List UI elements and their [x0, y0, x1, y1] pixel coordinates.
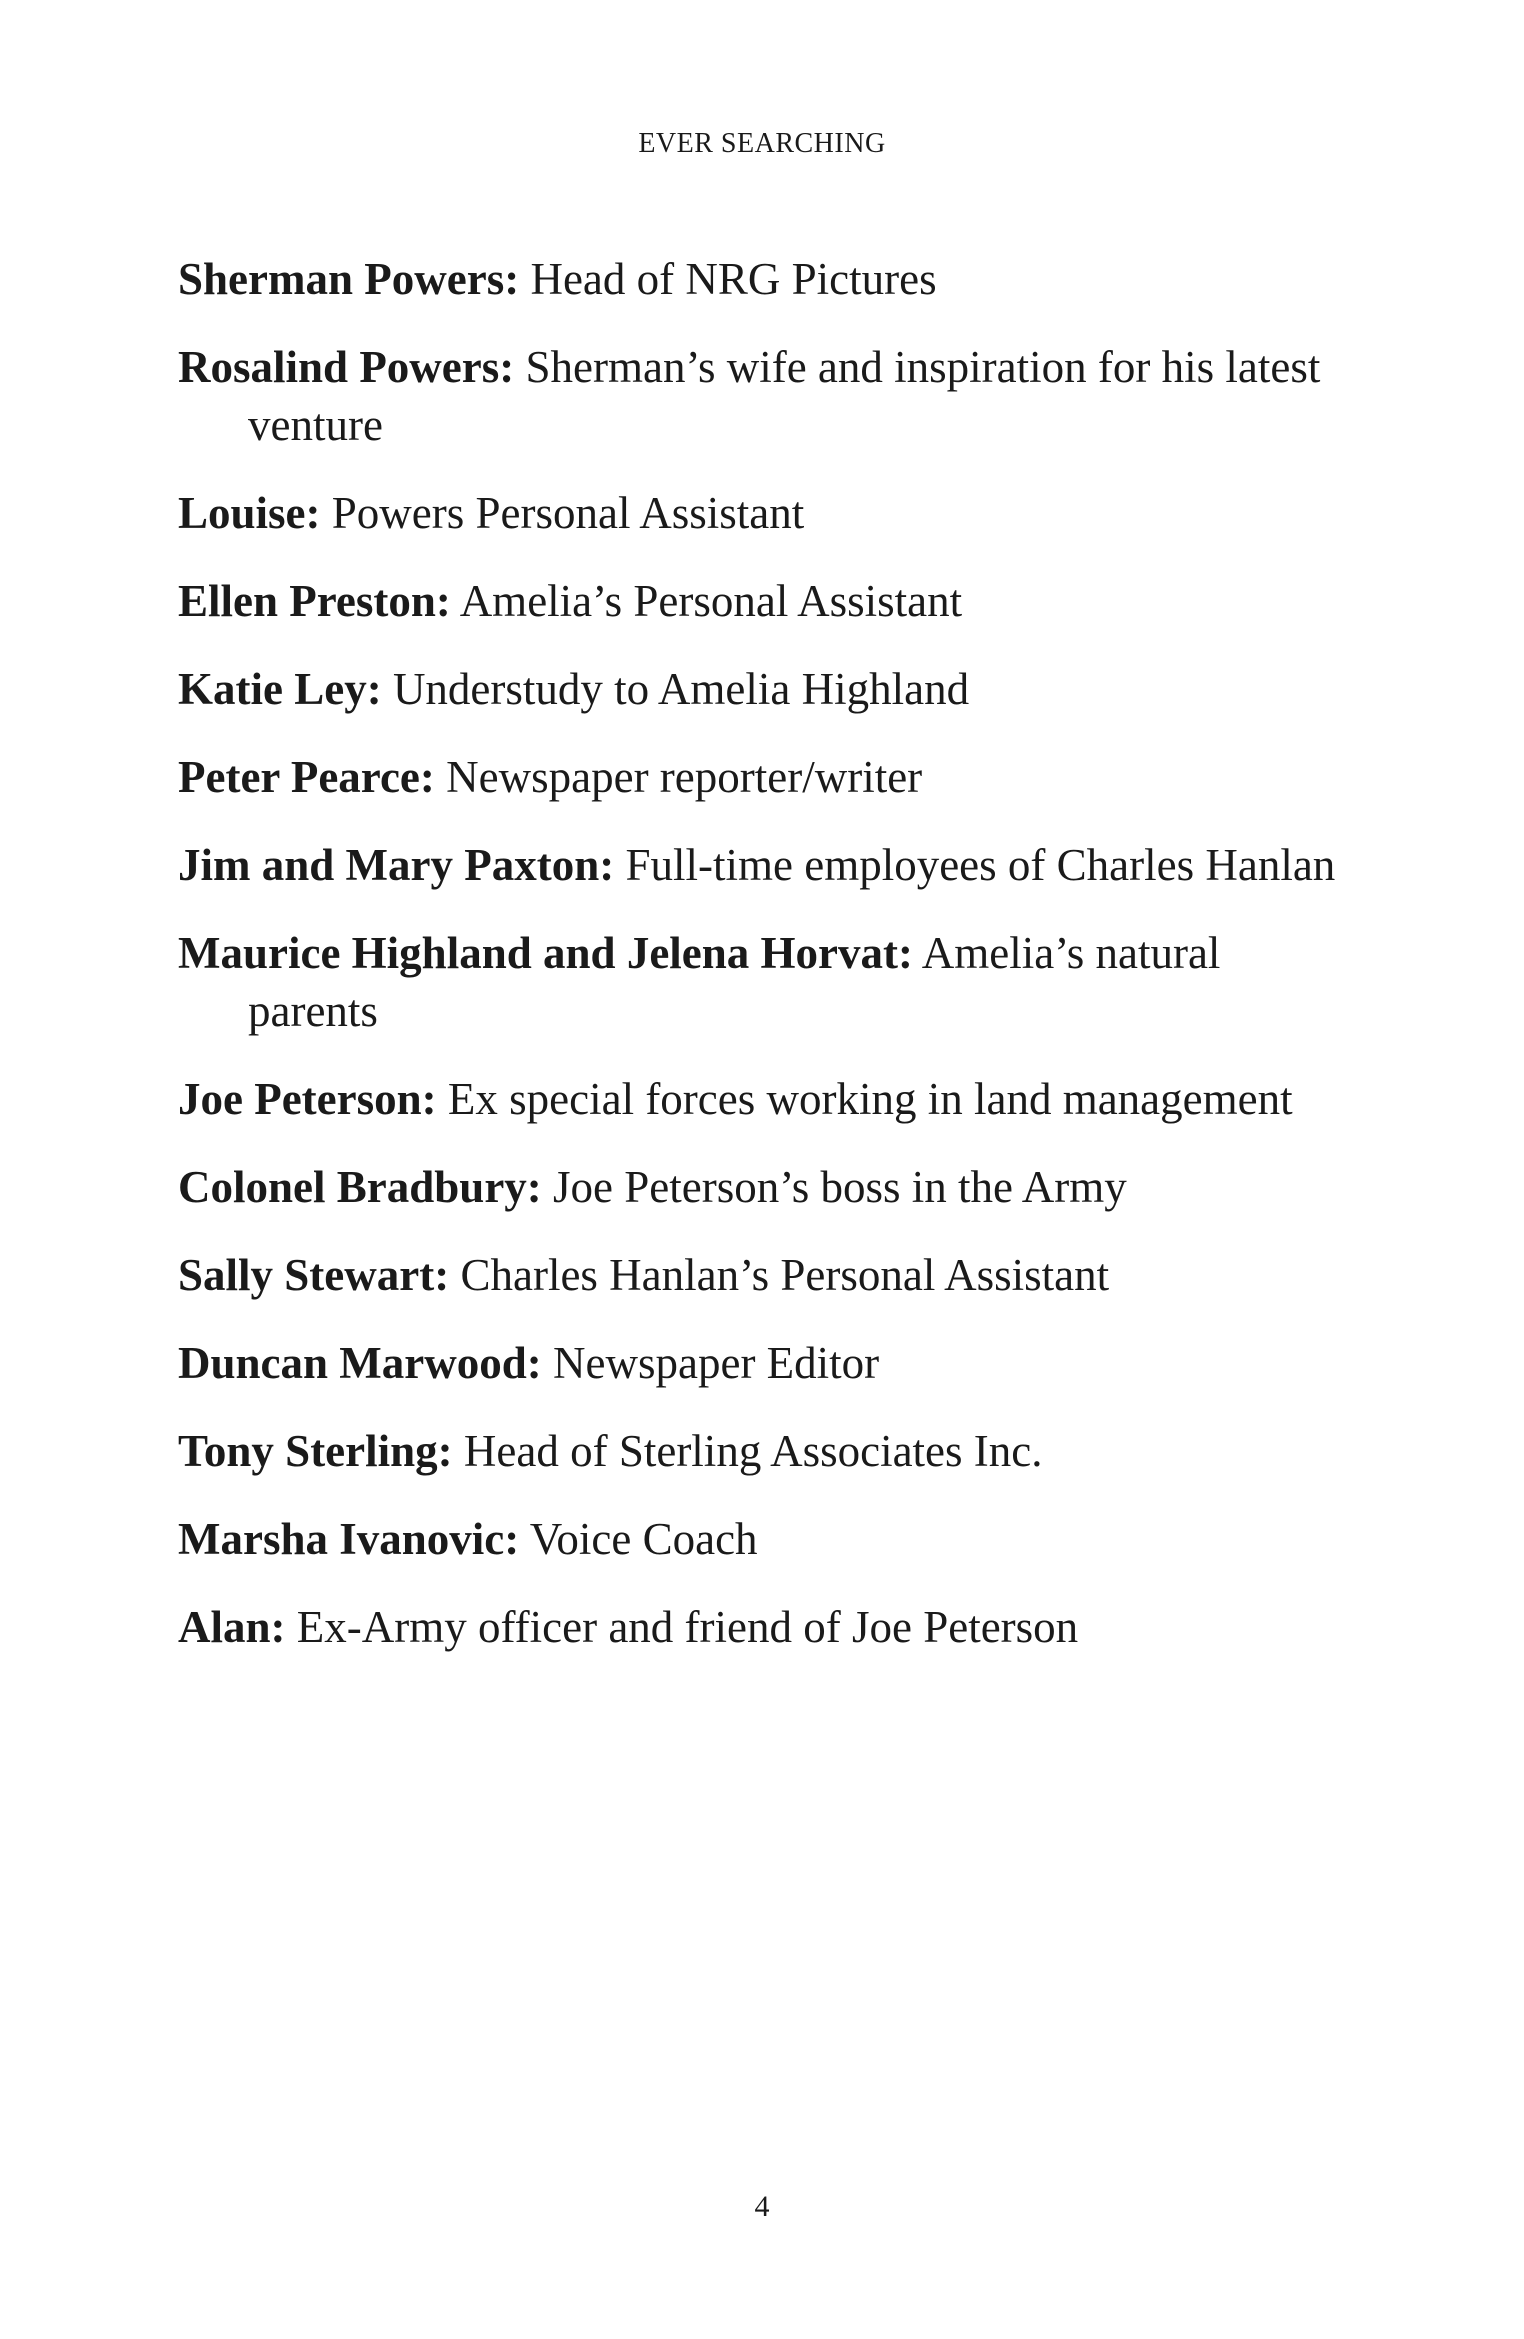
- character-name: Peter Pearce:: [178, 752, 435, 802]
- character-description: Head of Sterling Associates Inc.: [463, 1426, 1043, 1476]
- character-entry: [178, 484, 1358, 542]
- character-description: Newspaper Editor: [553, 1338, 880, 1388]
- character-name: Sherman Powers:: [178, 254, 520, 304]
- character-entry: [178, 1334, 1358, 1392]
- character-name: Jim and Mary Paxton:: [178, 840, 615, 890]
- character-name: Joe Peterson:: [178, 1074, 437, 1124]
- character-description: Amelia’s Personal Assistant: [459, 576, 963, 626]
- character-entry: [178, 748, 1358, 806]
- character-entry: [178, 1598, 1358, 1656]
- character-entry: [178, 836, 1358, 894]
- character-name: Tony Sterling:: [178, 1426, 453, 1476]
- character-description: Charles Hanlan’s Personal Assistant: [460, 1250, 1110, 1300]
- character-description: Sherman’s wife and inspiration for his latest venture: [248, 342, 1321, 450]
- character-entry: [178, 572, 1358, 630]
- character-description: Ex-Army officer and friend of Joe Peterson: [296, 1602, 1079, 1652]
- character-entry: [178, 250, 1358, 308]
- character-description: Powers Personal Assistant: [331, 488, 805, 538]
- character-entry: [178, 660, 1358, 718]
- character-description: Newspaper reporter/writer: [446, 752, 923, 802]
- character-list: [178, 250, 1358, 1686]
- character-entry: [178, 1070, 1358, 1128]
- character-name: Alan:: [178, 1602, 286, 1652]
- character-name: Ellen Preston:: [178, 576, 451, 626]
- character-description: Voice Coach: [529, 1514, 758, 1564]
- character-name: Colonel Bradbury:: [178, 1162, 542, 1212]
- character-name: Sally Stewart:: [178, 1250, 450, 1300]
- character-entry: [178, 1158, 1358, 1216]
- character-description: Joe Peterson’s boss in the Army: [553, 1162, 1127, 1212]
- character-entry: [178, 338, 1358, 454]
- character-name: Marsha Ivanovic:: [178, 1514, 520, 1564]
- character-description: Amelia’s natural parents: [248, 928, 1221, 1036]
- character-description: Full-time employees of Charles Hanlan: [625, 840, 1336, 890]
- character-description: Head of NRG Pictures: [530, 254, 937, 304]
- character-entry: [178, 1510, 1358, 1568]
- character-name: Katie Ley:: [178, 664, 382, 714]
- page-number: 4: [754, 2190, 770, 2223]
- character-name: Duncan Marwood:: [178, 1338, 542, 1388]
- character-entry: [178, 1246, 1358, 1304]
- character-description: Ex special forces working in land management: [447, 1074, 1293, 1124]
- running-head-title: EVER SEARCHING: [638, 128, 886, 159]
- character-description: Understudy to Amelia Highland: [392, 664, 970, 714]
- character-name: Rosalind Powers:: [178, 342, 515, 392]
- character-name: Louise:: [178, 488, 321, 538]
- character-entry: [178, 1422, 1358, 1480]
- character-name: Maurice Highland and Jelena Horvat:: [178, 928, 913, 978]
- character-entry: [178, 924, 1358, 1040]
